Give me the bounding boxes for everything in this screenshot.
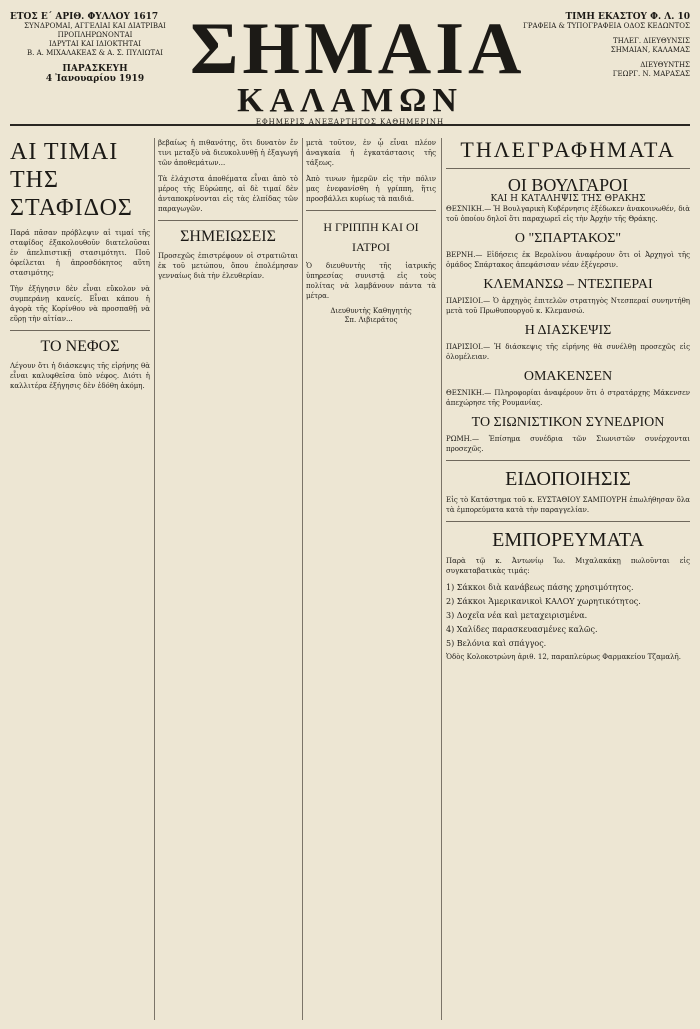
- divider: [306, 210, 436, 211]
- column-c-paragraph-1: μετὰ τοῦτον, ἐν ᾧ εἶναι πλέον ἀναγκαία ἡ ἐγκατάστασις τῆς τάξεως.: [306, 139, 436, 167]
- masthead: [10, 8, 690, 126]
- notes-paragraph: Προσεχῶς ἐπιστρέφουν οἱ στρατιῶται ἐκ τοῦ μετώπου, ὅπου ἐπολέμησαν γενναίως διὰ τὴν ἐλευθερίαν.: [158, 252, 298, 280]
- director-name: ΓΕΩΡΓ. Ν. ΜΑΡΑΣΑΣ: [612, 70, 690, 78]
- telegram-mackensen-text: ΘΕΣΝΙΚΗ.— Πληροφορίαι ἀναφέρουν ὅτι ὁ στρατάρχης Μάκενσεν ἀπεχώρησε τῆς Ρουμανίας.: [446, 389, 690, 407]
- section-title-cloud: ΤΟ ΝΕΦΟΣ: [40, 338, 120, 355]
- signature-name: Σπ. Λιβιεράτος: [344, 316, 398, 324]
- column-a: [10, 138, 150, 1020]
- column-rule: [154, 138, 155, 1020]
- prepaid-note: ΠΡΟΠΛΗΡΩΝΟΝΤΑΙ: [57, 31, 133, 39]
- column-b-paragraph-1: βεβαίως ἡ πιθανότης, ὅτι δυνατὸν ἔν τινι μεταξὺ νὰ διευκολυνθῇ ἡ ἐξαγωγή τῶν ἀποθεμάτων...: [158, 139, 298, 167]
- masthead-title-block: [190, 8, 526, 126]
- issue-number: ΕΤΟΣ Ε΄ ΑΡΙΘ. ΦΥΛΛΟΥ 1617: [10, 12, 159, 22]
- column-rule: [302, 138, 303, 1020]
- lead-paragraph-1: Παρά πᾶσαν πρόβλεψιν αἱ τιμαί τῆς σταφίδος ἐξακολουθοῦν διατελοῦσαι ἐν ἀπελπιστικῇ στασιμότητι. Ποῦ ὀφείλεται ἡ ἀπροσδόκητος αὕτη στασιμότης;: [10, 229, 150, 277]
- newspaper-tagline: ΕΦΗΜΕΡΙΣ ΑΝΕΞΑΡΤΗΤΟΣ ΚΑΘΗΜΕΡΙΝΗ: [255, 118, 445, 126]
- divider: [10, 330, 150, 331]
- founders-names: Β. Α. ΜΙΧΑΛΑΚΕΑΣ & Α. Σ. ΠΥΛΙΩΤΑΙ: [27, 49, 163, 57]
- founders-label: ΙΔΡΥΤΑΙ ΚΑΙ ΙΔΙΟΚΤΗΤΑΙ: [49, 40, 141, 48]
- newspaper-title: ΣΗΜΑΙΑ: [190, 8, 526, 90]
- telegram-spartacus-text: ΒΕΡΝΗ.— Εἰδήσεις ἐκ Βερολίνου ἀναφέρουν ὅτι οἱ Ἀρχηγοὶ τῆς ὁμάδος Σπάρτακος ἀπεφάσισαν νέαν ἐξέγερσιν.: [446, 251, 690, 269]
- price: ΤΙΜΗ ΕΚΑΣΤΟΥ Φ. Λ. 10: [565, 12, 690, 22]
- telegram-headline-conference: Η ΔΙΑΣΚΕΨΙΣ: [524, 323, 612, 338]
- telegram-headline-spartacus: Ο "ΣΠΑΡΤΑΚΟΣ": [514, 231, 622, 246]
- lead-headline: ΑΙ ΤΙΜΑΙ ΤΗΣ ΣΤΑΦΙΔΟΣ: [10, 139, 133, 221]
- masthead-right: [520, 12, 690, 79]
- divider: [158, 220, 298, 221]
- lead-paragraph-2: Τὴν ἐξήγησιν δὲν εἶναι εὔκολον νὰ συμπεράνῃ κανείς. Εἶναι κάπου ἡ ἀγορὰ τῆς Κορίνθου νὰ προσπαθῇ νὰ εὕρῃ τὴν αἰτίαν...: [10, 285, 150, 323]
- subscription-note: ΣΥΝΔΡΟΜΑΙ, ΑΓΓΕΛΙΑΙ ΚΑΙ ΔΙΑΤΡΙΒΑΙ: [24, 22, 166, 30]
- divider: [446, 460, 690, 461]
- telegraph-address: ΣΗΜΑΙΑΝ, ΚΑΛΑΜΑΣ: [610, 46, 690, 54]
- section-title-notes: ΣΗΜΕΙΩΣΕΙΣ: [180, 228, 276, 245]
- issue-date: 4 Ἰανουαρίου 1919: [45, 74, 145, 84]
- telegram-headline-mackensen: ΟΜΑΚΕΝΣΕΝ: [523, 369, 613, 384]
- director-label: ΔΙΕΥΘΥΝΤΗΣ: [640, 61, 690, 69]
- weekday: ΠΑΡΑΣΚΕΥΗ: [62, 64, 128, 74]
- telegrams-title: ΤΗΛΕΓΡΑΦΗΜΑΤΑ: [460, 138, 676, 162]
- divider: [446, 168, 690, 169]
- telegram-headline-bulgarians: ΟΙ ΒΟΥΛΓΑΡΟΙ: [507, 175, 629, 195]
- newspaper-subtitle: ΚΑΛΑΜΩΝ: [237, 82, 463, 119]
- goods-address: Ὁδὸς Κολοκοτρώνη ἀριθ. 12, παραπλεύρως Φαρμακείου Τζαμαλῆ.: [446, 653, 681, 661]
- flu-paragraph: Ὁ διευθυντὴς τῆς ἰατρικῆς ὑπηρεσίας συνιστᾷ εἰς τοὺς πολίτας νὰ λαμβάνουν πάντα τὰ μέτρα.: [306, 262, 436, 300]
- divider: [446, 521, 690, 522]
- goods-item: 3) Δοχεῖα νέα καὶ μεταχειρισμένα.: [446, 611, 588, 620]
- page-body: [10, 138, 690, 1020]
- telegram-clemenceau-text: ΠΑΡΙΣΙΟΙ.— Ὁ ἀρχηγὸς ἐπιτελῶν στρατηγὸς Ντεσπεραί συνηντήθη μετὰ τοῦ Πρωθυπουργοῦ κ. Κλεμανσώ.: [446, 297, 690, 315]
- office-address: ΓΡΑΦΕΙΑ & ΤΥΠΟΓΡΑΦΕΙΑ ΟΔΟΣ ΚΕΔΩΝΤΟΣ: [522, 22, 690, 30]
- goods-intro: Παρὰ τῷ κ. Ἀντωνίῳ Ἰω. Μιχαλακάκῃ πωλοῦνται εἰς συγκαταβατικὰς τιμάς:: [446, 557, 690, 575]
- telegram-headline-zionist: ΤΟ ΣΙΩΝΙΣΤΙΚΟΝ ΣΥΝΕΔΡΙΟΝ: [471, 415, 665, 430]
- notice-text: Εἰς τὸ Κατάστημα τοῦ κ. ΕΥΣΤΑΘΙΟΥ ΣΑΜΠΟΥΡΗ ἐπωλήθησαν ὅλα τὰ ἐμπορεύματα κατὰ τὴν παραγγελίαν.: [446, 496, 690, 514]
- column-b: [158, 138, 298, 1020]
- column-d: [446, 138, 690, 1020]
- column-c: [306, 138, 436, 1020]
- telegraph-label: ΤΗΛΕΓ. ΔΙΕΥΘΥΝΣΙΣ: [613, 37, 690, 45]
- signature-title: Διευθυντὴς Καθηγητὴς: [330, 307, 412, 315]
- telegram-zionist-text: ΡΩΜΗ.— Ἐπίσημα συνέδρια τῶν Σιωνιστῶν συνέρχονται προσεχῶς.: [446, 435, 690, 453]
- column-c-paragraph-2: Ἀπὸ τινων ἡμερῶν εἰς τὴν πόλιν μας ἐνεφανίσθη ἡ γρίππη, ἥτις προσβάλλει κυρίως τὰ παιδιά.: [306, 175, 436, 203]
- telegram-headline-clemenceau: ΚΛΕΜΑΝΣΩ – ΝΤΕΣΠΕΡΑΙ: [483, 277, 653, 292]
- newspaper-page: [10, 8, 690, 1020]
- goods-item: 2) Σάκκοι Ἀμερικανικοὶ ΚΑΛΟΥ χωρητικότητος.: [446, 597, 641, 606]
- section-title-flu: Η ΓΡΙΠΠΗ ΚΑΙ ΟΙ ΙΑΤΡΟΙ: [323, 220, 419, 254]
- masthead-left: [10, 12, 180, 84]
- goods-title: ΕΜΠΟΡΕΥΜΑΤΑ: [492, 529, 644, 551]
- goods-item: 4) Χαλίδες παρασκευασμένες καλῶς.: [446, 625, 598, 634]
- goods-item: 1) Σάκκοι διὰ κανάβεως πάσης χρησιμότητος.: [446, 583, 634, 592]
- column-rule: [441, 138, 442, 1020]
- goods-item: 5) Βελόνια καὶ σπάγγος.: [446, 639, 547, 648]
- goods-list: [446, 582, 690, 650]
- notice-title: ΕΙΔΟΠΟΙΗΣΙΣ: [505, 468, 631, 490]
- column-b-paragraph-2: Τὰ ἐλάχιστα ἀποθέματα εἶναι ἀπὸ τὸ μέρος τῆς Εὐρώπης, αἱ δὲ τιμαί δὲν ἀνταποκρίνονται εἰς τὰς ἐλπίδας τῶν παραγωγῶν.: [158, 175, 298, 213]
- telegram-bulgarians-text: ΘΕΣΝΙΚΗ.— Ἡ Βουλγαρικὴ Κυβέρνησις ἐξέδωκεν ἀνακοινωθέν, διὰ τοῦ ὁποίου δηλοῖ ὅτι παραχωρεῖ εἰς τὴν Ἀρχὴν τῆς Θράκης.: [446, 205, 690, 223]
- cloud-paragraph: Λέγουν ὅτι ἡ διάσκεψις τῆς εἰρήνης θὰ εἶναι καλυφθεῖσα ὑπὸ νέφος. Διότι ἡ καλλιτέρα ἐξήγησις δὲν ἐδόθη ἀκόμη.: [10, 362, 150, 390]
- telegram-conference-text: ΠΑΡΙΣΙΟΙ.— Ἡ διάσκεψις τῆς εἰρήνης θὰ συνέλθῃ προσεχῶς εἰς ὁλομέλειαν.: [446, 343, 690, 361]
- telegram-subheadline-thrace: ΚΑΙ Η ΚΑΤΑΛΗΨΙΣ ΤΗΣ ΘΡΑΚΗΣ: [490, 194, 646, 204]
